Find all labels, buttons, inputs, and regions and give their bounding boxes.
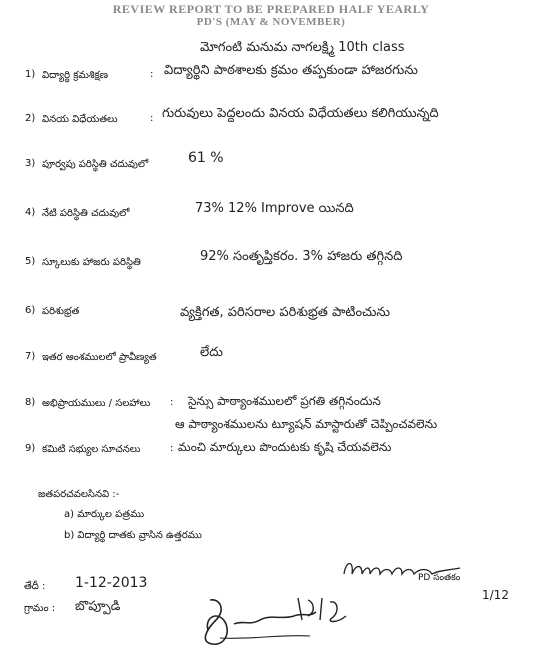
row-answer: లేదు (200, 345, 223, 360)
row-answer: గురువులు పెద్దలందు వినయ విధేయతలు కలిగియున్నది (162, 106, 439, 121)
row-number: 9) (25, 443, 36, 454)
place-value: బొప్పూడి (75, 599, 121, 614)
row-label: స్కూలుకు హాజరు పరిస్థితి (42, 257, 141, 268)
row-label: నేటి పరిస్థితి చదువులో (42, 208, 130, 219)
report-subtitle: PD'S (MAY & NOVEMBER) (196, 16, 346, 28)
committee-signature (190, 590, 370, 650)
row-label: కమిటి సభ్యుల సూచనలు (42, 444, 141, 455)
row-label: ఇతర అంశములలో ప్రావీణ్యత (42, 352, 157, 363)
remark-line: ఆ పాఠ్యాంశములను ట్యూషన్ మాస్టారుతో చెప్పించవలెను (175, 417, 438, 431)
row-label: వినయ విధేయతలు (42, 114, 118, 125)
row-number: 7) (25, 351, 36, 362)
row-number: 1) (25, 69, 36, 80)
row-number: 5) (25, 256, 36, 267)
row-number: 3) (25, 158, 36, 169)
enclosures-title: జతపరచవలసినవి :- (38, 489, 120, 500)
remark-line: మంచి మార్కులు పొందుటకు కృషి చేయవలెను (178, 440, 392, 454)
row-colon: : (150, 113, 154, 124)
row-answer: విద్యార్థిని పాఠశాలకు క్రమం తప్పకుండా హాజరగును (164, 63, 418, 78)
row-colon: : (170, 443, 174, 454)
enclosure-item: a) మార్కుల పత్రము (64, 509, 145, 520)
row-label: అభిప్రాయములు / సలహాలు (42, 398, 151, 409)
row-number: 4) (25, 207, 36, 218)
remark-line: సైన్సు పాఠ్యాంశములలో ప్రగతి తగ్గినందున (188, 394, 381, 408)
row-colon: : (150, 69, 154, 80)
report-title: REVIEW REPORT TO BE PREPARED HALF YEARLY (112, 2, 430, 16)
student-name: మోగంటి మనుమ నాగలక్ష్మి 10th class (200, 40, 405, 55)
row-answer: 61 % (188, 150, 224, 166)
row-number: 8) (25, 397, 36, 408)
row-label: విద్యార్థి క్రమశిక్షణ (42, 70, 108, 81)
row-answer: 73% 12% Improve యినది (195, 201, 354, 216)
row-colon: : (170, 397, 174, 408)
date-label: తేదీ : (24, 581, 46, 592)
pd-signature-label: PD సంతకం (418, 573, 461, 583)
row-number: 2) (25, 113, 36, 124)
row-label: పూర్వపు పరిస్థితి చదువులో (42, 159, 149, 170)
row-number: 6) (25, 305, 36, 316)
enclosure-item: b) విద్యార్థి దాతకు వ్రాసిన ఉత్తరము (64, 530, 202, 541)
row-answer: 92% సంతృప్తికరం. 3% హాజరు తగ్గినది (200, 249, 403, 264)
row-label: పరిశుభ్రత (42, 306, 80, 317)
pd-date: 1/12 (482, 588, 509, 602)
pd-signature (340, 556, 470, 580)
place-label: గ్రామం : (24, 603, 56, 614)
row-answer: వ్యక్తిగత, పరిసరాల పరిశుభ్రత పాటించును (180, 305, 391, 320)
date-value: 1-12-2013 (75, 575, 148, 591)
